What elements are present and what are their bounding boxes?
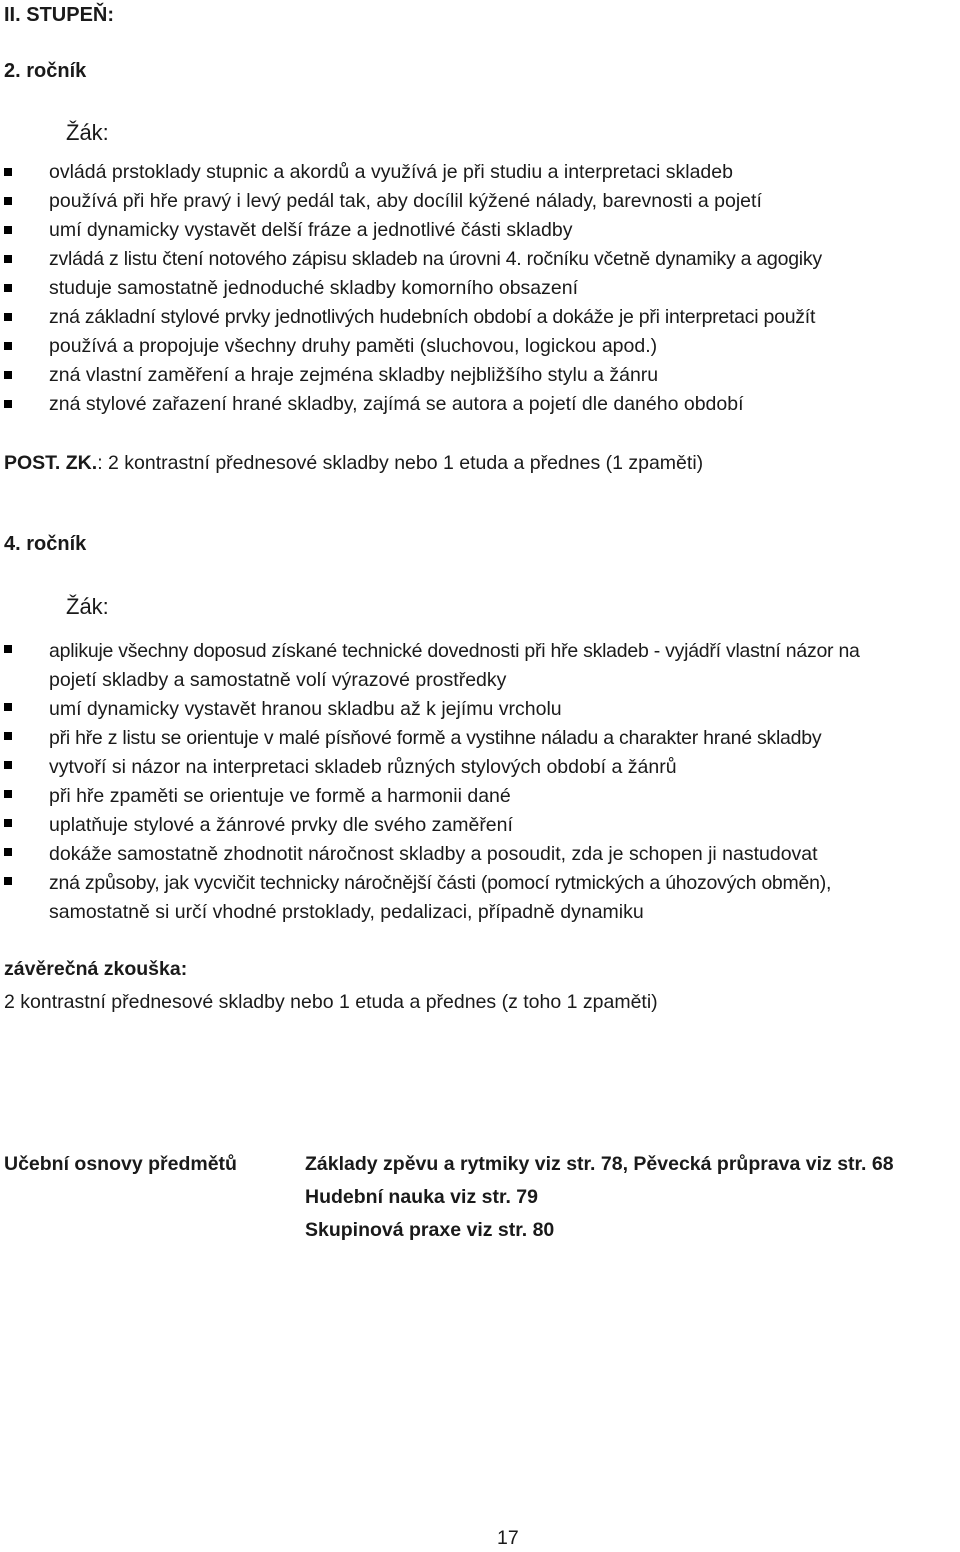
list-item-continuation: pojetí skladby a samostatně volí výrazové prostředky — [49, 669, 507, 691]
curricula-ref: Skupinová praxe viz str. 80 — [305, 1219, 555, 1241]
bullet-icon — [4, 877, 12, 885]
bullet-icon — [4, 848, 12, 856]
list-item: používá při hře pravý i levý pedál tak, aby docílil kýžené nálady, barevnosti a pojetí — [49, 190, 762, 212]
bullet-icon — [4, 226, 12, 234]
grade4-pupil-label: Žák: — [66, 594, 109, 619]
curricula-ref: Hudební nauka viz str. 79 — [305, 1186, 538, 1208]
list-item: aplikuje všechny doposud získané technické dovednosti při hře skladeb - vyjádří vlastní názor na — [49, 640, 860, 662]
list-item: umí dynamicky vystavět hranou skladbu až k jejímu vrcholu — [49, 698, 562, 720]
list-item: zná způsoby, jak vycvičit technicky náročnější části (pomocí rytmických a úhozových obměn), — [49, 872, 832, 894]
list-item: ovládá prstoklady stupnic a akordů a využívá je při studiu a interpretaci skladeb — [49, 161, 733, 183]
bullet-icon — [4, 342, 12, 350]
curricula-label: Učební osnovy předmětů — [4, 1153, 237, 1175]
bullet-icon — [4, 819, 12, 827]
grade4-title: 4. ročník — [4, 533, 87, 555]
curricula-ref: Základy zpěvu a rytmiky viz str. 78, Pěvecká průprava viz str. 68 — [305, 1153, 894, 1175]
bullet-icon — [4, 703, 12, 711]
bullet-icon — [4, 790, 12, 798]
bullet-icon — [4, 371, 12, 379]
list-item: zná vlastní zaměření a hraje zejména skladby nejbližšího stylu a žánru — [49, 364, 659, 386]
bullet-icon — [4, 313, 12, 321]
list-item: při hře z listu se orientuje v malé písňové formě a vystihne náladu a charakter hrané skladby — [49, 727, 822, 749]
bullet-icon — [4, 645, 12, 653]
bullet-icon — [4, 732, 12, 740]
page-number: 17 — [497, 1527, 519, 1549]
list-item: při hře zpaměti se orientuje ve formě a harmonii dané — [49, 785, 511, 807]
bullet-icon — [4, 761, 12, 769]
final-exam-text: 2 kontrastní přednesové skladby nebo 1 etuda a přednes (z toho 1 zpaměti) — [4, 991, 658, 1013]
list-item: vytvoří si názor na interpretaci skladeb různých stylových období a žánrů — [49, 756, 677, 778]
post-exam — [4, 452, 703, 475]
bullet-icon — [4, 400, 12, 408]
list-item: studuje samostatně jednoduché skladby komorního obsazení — [49, 277, 579, 299]
list-item: uplatňuje stylové a žánrové prvky dle svého zaměření — [49, 814, 513, 836]
list-item: zná stylové zařazení hrané skladby, zajímá se autora a pojetí dle daného období — [49, 393, 744, 415]
list-item-continuation: samostatně si určí vhodné prstoklady, pedalizaci, případně dynamiku — [49, 901, 644, 923]
final-exam-label: závěrečná zkouška: — [4, 958, 188, 980]
list-item: dokáže samostatně zhodnotit náročnost skladby a posoudit, zda je schopen ji nastudovat — [49, 843, 818, 865]
list-item: umí dynamicky vystavět delší fráze a jednotlivé části skladby — [49, 219, 573, 241]
bullet-icon — [4, 255, 12, 263]
bullet-icon — [4, 284, 12, 292]
grade2-pupil-label: Žák: — [66, 120, 109, 145]
grade2-title: 2. ročník — [4, 60, 87, 82]
list-item: zvládá z listu čtení notového zápisu skladeb na úrovni 4. ročníku včetně dynamiky a agogiky — [49, 248, 822, 270]
list-item: zná základní stylové prvky jednotlivých hudebních období a dokáže je při interpretaci použít — [49, 306, 816, 328]
bullet-icon — [4, 168, 12, 176]
stage-title: II. STUPEŇ: — [4, 4, 115, 26]
post-exam-text: : 2 kontrastní přednesové skladby nebo 1 etuda a přednes (1 zpaměti) — [97, 452, 704, 474]
post-exam-label: POST. ZK. — [4, 452, 98, 474]
list-item: používá a propojuje všechny druhy paměti (sluchovou, logickou apod.) — [49, 335, 658, 357]
bullet-icon — [4, 197, 12, 205]
